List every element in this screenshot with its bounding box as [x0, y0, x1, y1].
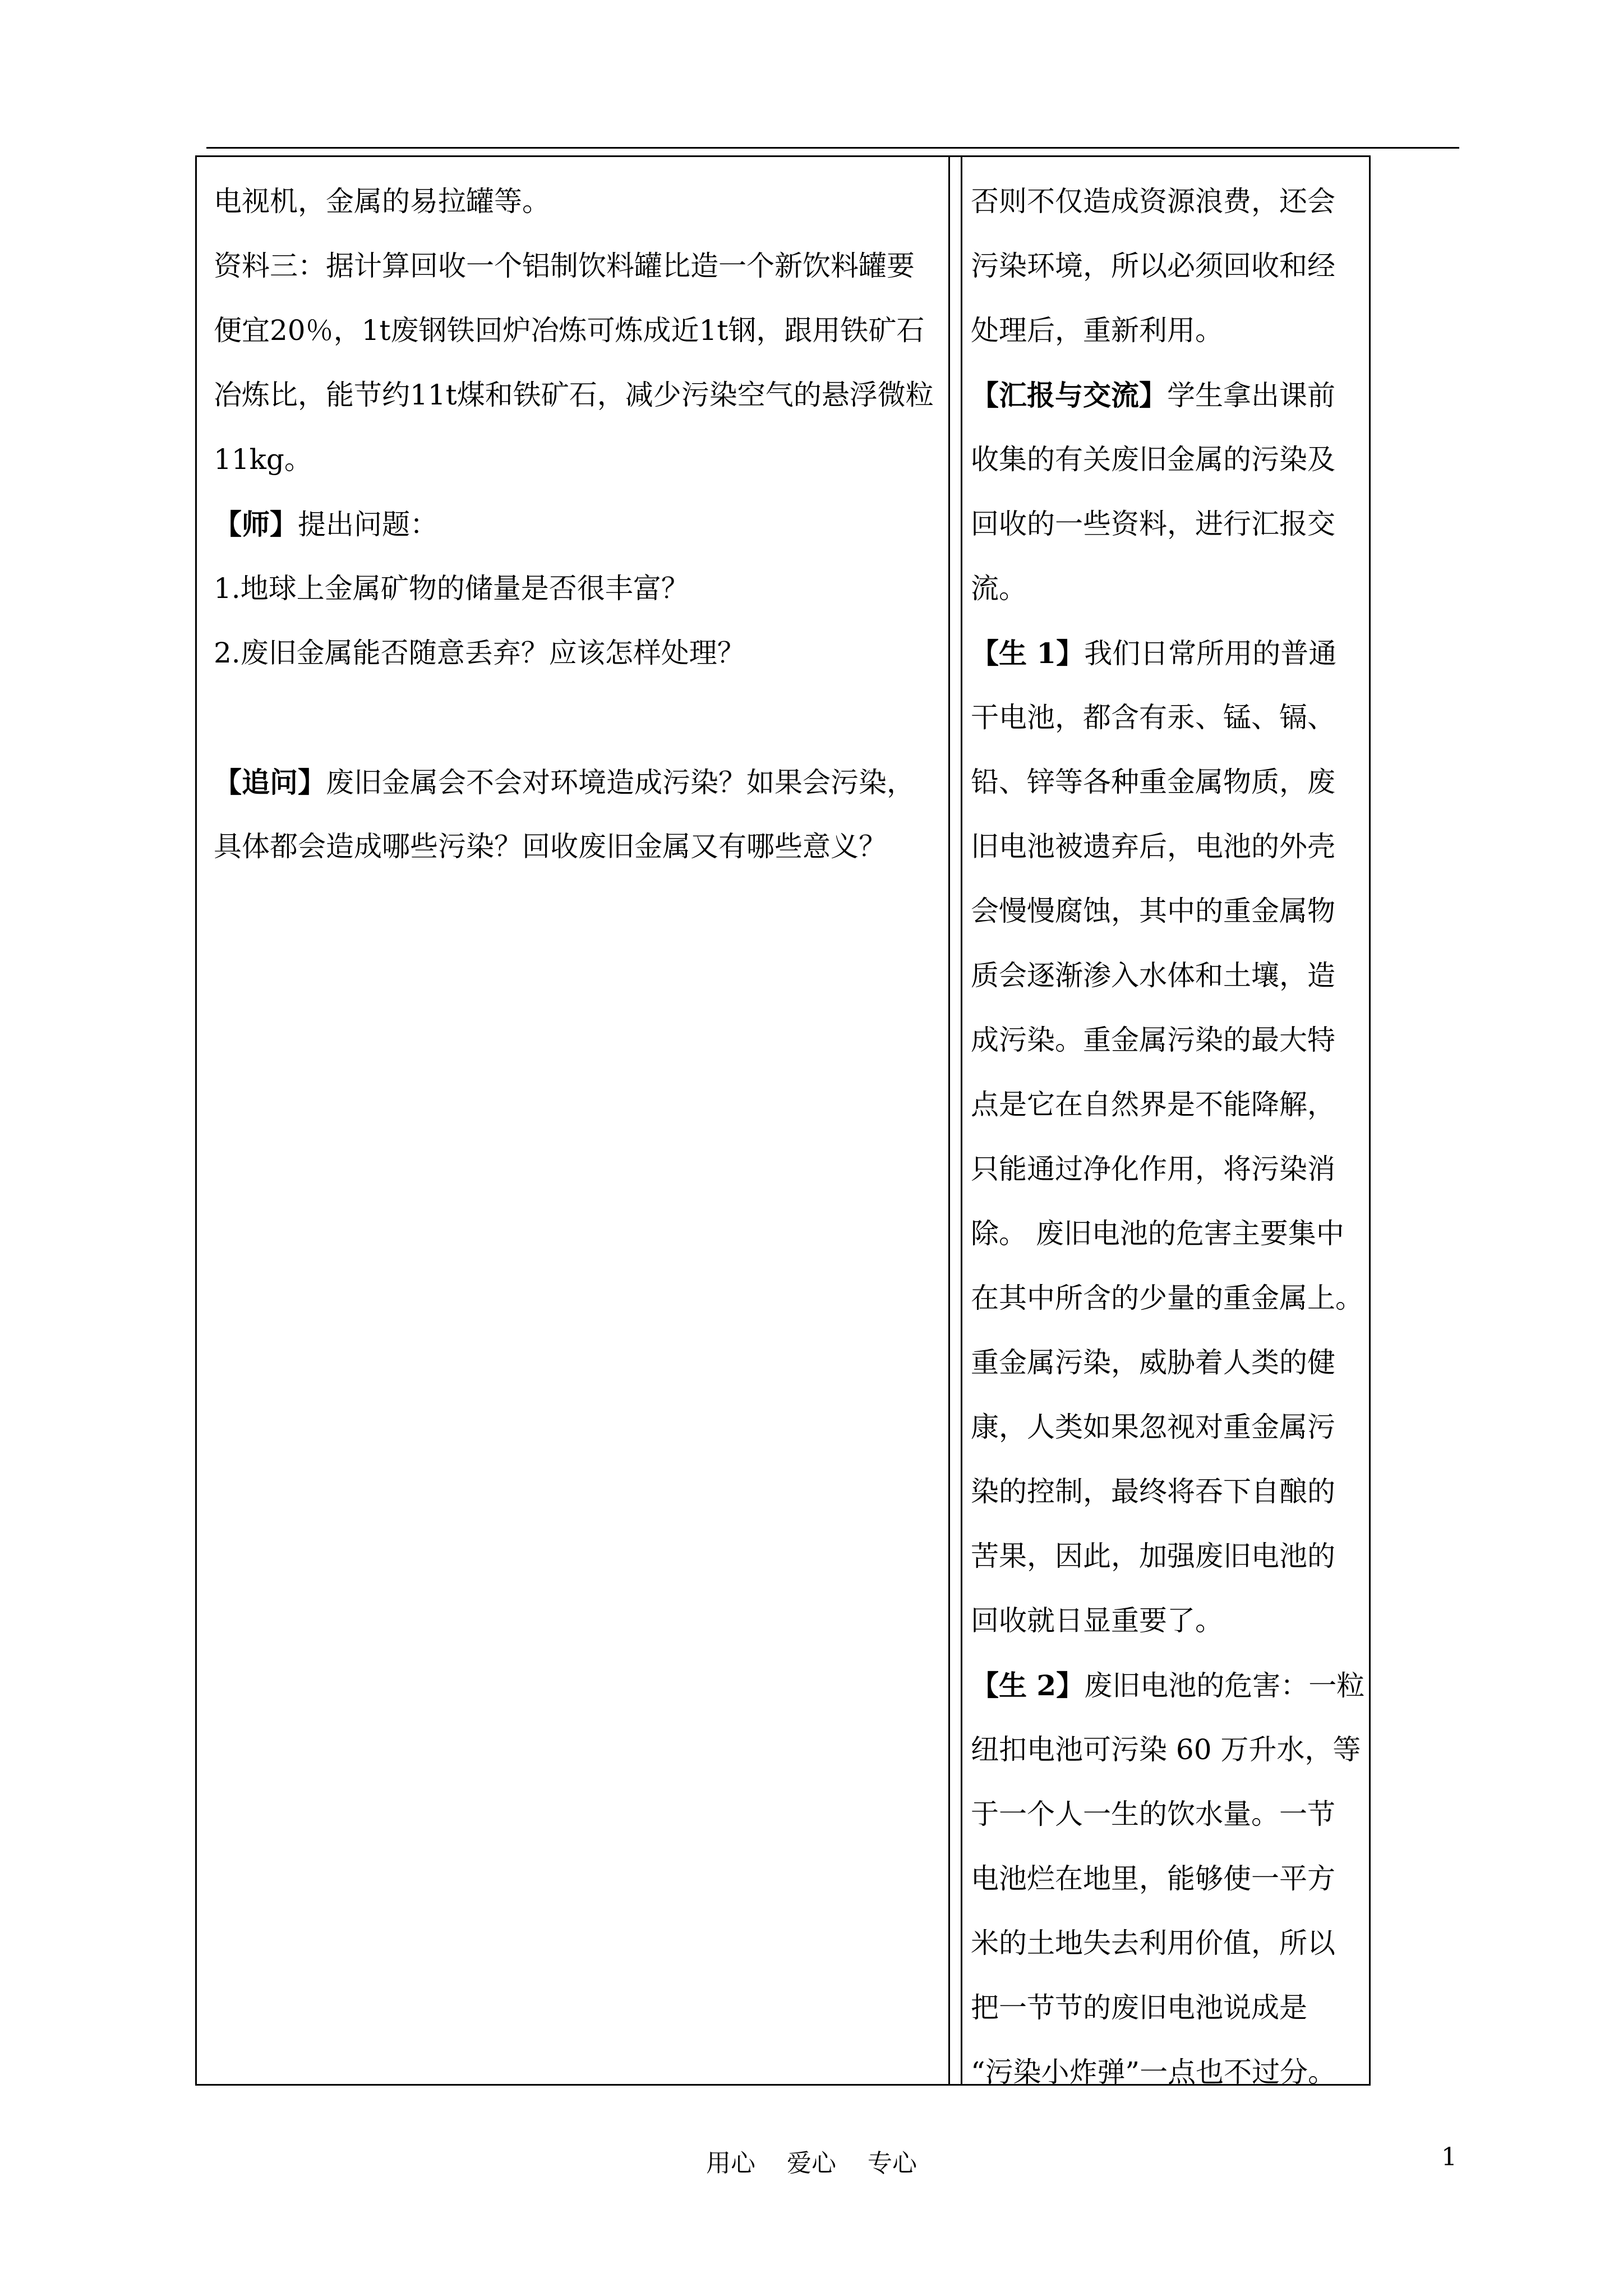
- teacher-tag: 【师】: [214, 508, 298, 541]
- motto-word-2: 爱心: [787, 2149, 836, 2178]
- left-line-5: 11kg。: [214, 443, 312, 476]
- left-line-3: 便宜20％，1t废钢铁回炉冶炼可炼成近1t钢，跟用铁矿石: [214, 314, 925, 347]
- motto-word-1: 用心: [706, 2149, 755, 2178]
- right-line-14: 成污染。重金属污染的最大特: [971, 1024, 1335, 1056]
- student-1-tag: 【生 1】: [971, 637, 1085, 670]
- right-line-18: 在其中所含的少量的重金属上。: [971, 1282, 1363, 1314]
- left-line-4: 冶炼比，能节约11t煤和铁矿石，减少污染空气的悬浮微粒: [214, 379, 934, 411]
- right-line-22: 苦果，因此，加强废旧电池的: [971, 1540, 1335, 1572]
- right-line-2: 污染环境，所以必须回收和经: [971, 250, 1335, 282]
- footer-motto: [0, 2143, 1623, 2179]
- left-line-2: 资料三：据计算回收一个铝制饮料罐比造一个新饮料罐要: [214, 250, 915, 282]
- left-line-8: 2.废旧金属能否随意丢弃？应该怎样处理？: [214, 637, 745, 669]
- right-line-26: 于一个人一生的饮水量。一节: [971, 1798, 1335, 1830]
- column-divider: [948, 157, 962, 2084]
- left-line-7: 1.地球上金属矿物的储量是否很丰富？: [214, 572, 689, 605]
- right-line-21: 染的控制，最终将吞下自酿的: [971, 1475, 1335, 1508]
- right-line-6: 回收的一些资料，进行汇报交: [971, 508, 1335, 540]
- right-line-10: 铅、锌等各种重金属物质，废: [971, 766, 1335, 798]
- right-line-17: 除。 废旧电池的危害主要集中: [971, 1217, 1344, 1250]
- left-line-1: 电视机，金属的易拉罐等。: [214, 185, 550, 218]
- right-line-30: “污染小炸弹”一点也不过分。: [971, 2056, 1336, 2088]
- right-line-15: 点是它在自然界是不能降解，: [971, 1088, 1335, 1121]
- right-line-13: 质会逐渐渗入水体和土壤，造: [971, 959, 1335, 992]
- right-line-4: 【汇报与交流】学生拿出课前: [971, 379, 1335, 412]
- right-line-19: 重金属污染，威胁着人类的健: [971, 1346, 1335, 1379]
- student-2-tag: 【生 2】: [971, 1669, 1085, 1702]
- right-line-24: 【生 2】废旧电池的危害：一粒: [971, 1669, 1365, 1702]
- right-line-9: 干电池，都含有汞、锰、镉、: [971, 701, 1335, 734]
- student-activity-cell: [971, 157, 1365, 2088]
- follow-up-tag: 【追问】: [214, 766, 326, 799]
- left-line-9: [214, 685, 937, 750]
- right-line-5: 收集的有关废旧金属的污染及: [971, 443, 1335, 476]
- right-line-16: 只能通过净化作用，将污染消: [971, 1153, 1335, 1185]
- right-line-27: 电池烂在地里，能够使一平方: [971, 1862, 1335, 1895]
- right-line-7: 流。: [971, 572, 1027, 605]
- right-line-12: 会慢慢腐蚀，其中的重金属物: [971, 895, 1335, 927]
- left-line-11: 具体都会造成哪些污染？回收废旧金属又有哪些意义？: [214, 830, 887, 863]
- right-line-23: 回收就日显重要了。: [971, 1604, 1223, 1637]
- left-line-10: 【追问】废旧金属会不会对环境造成污染？如果会污染，: [214, 766, 915, 799]
- right-line-20: 康，人类如果忽视对重金属污: [971, 1411, 1335, 1443]
- right-line-1: 否则不仅造成资源浪费，还会: [971, 185, 1335, 218]
- right-line-3: 处理后，重新利用。: [971, 314, 1223, 347]
- right-line-25: 纽扣电池可污染 60 万升水，等: [971, 1733, 1361, 1766]
- right-line-11: 旧电池被遗弃后，电池的外壳: [971, 830, 1335, 863]
- lesson-table: [195, 155, 1371, 2086]
- report-exchange-tag: 【汇报与交流】: [971, 379, 1167, 412]
- left-line-6: 【师】提出问题：: [214, 508, 438, 541]
- right-line-8: 【生 1】我们日常所用的普通: [971, 637, 1337, 670]
- right-line-29: 把一节节的废旧电池说成是: [971, 1991, 1307, 2024]
- teacher-activity-cell: [214, 157, 937, 2084]
- header-rule: [206, 147, 1459, 149]
- right-line-28: 米的土地失去利用价值，所以: [971, 1927, 1335, 1959]
- motto-word-3: 专心: [868, 2149, 917, 2178]
- page-number: 1: [1441, 2143, 1457, 2171]
